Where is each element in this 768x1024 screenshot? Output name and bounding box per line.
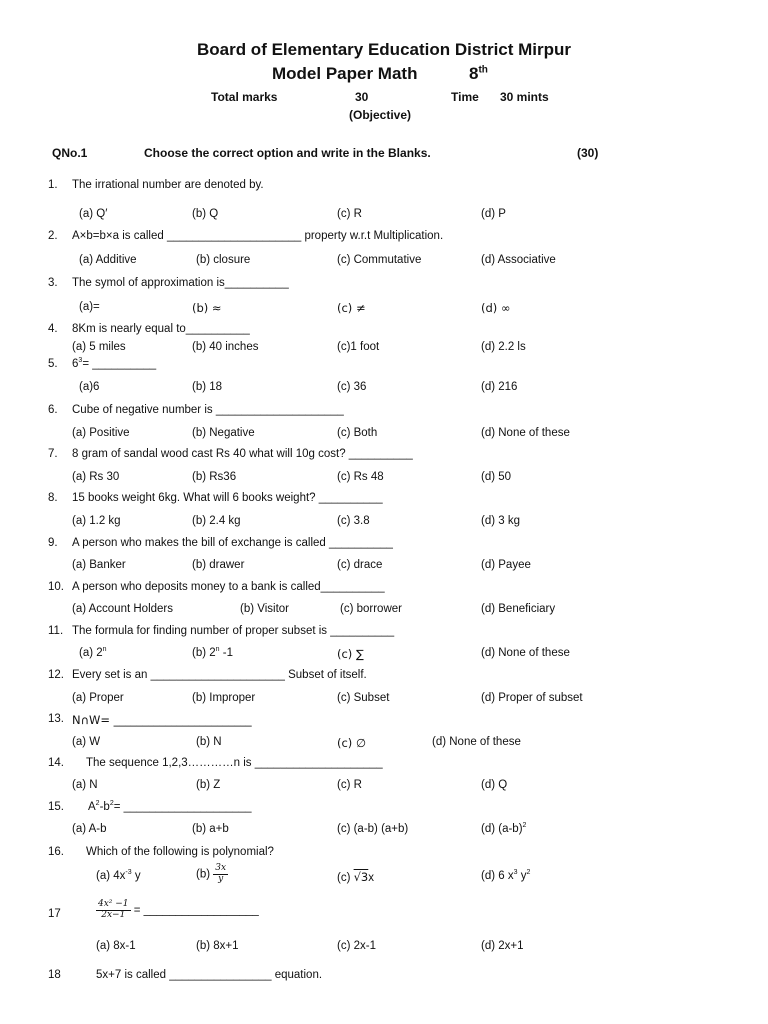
option-c: (c) borrower — [340, 603, 402, 615]
option-b: (b) 2$^n$ -1 — [192, 646, 233, 659]
option-b: (b) a+b — [192, 823, 229, 835]
option-d: (d) ∞ — [481, 301, 511, 315]
option-d: (d) Beneficiary — [481, 603, 556, 615]
option-b: (b) Negative — [192, 427, 255, 439]
total-marks-value: 30 — [355, 90, 369, 104]
option-a: (a) Additive — [79, 254, 137, 266]
option-c: (c) Rs 48 — [337, 471, 384, 483]
question-text: $\frac{\text{4x² −1}}{2x-1}$ = __________________ — [98, 899, 259, 920]
option-d: (d) P — [481, 208, 506, 220]
question-number: 12. — [48, 669, 64, 681]
option-c: (c)1 foot — [337, 341, 380, 353]
option-a: (a) Positive — [72, 427, 130, 439]
option-a: (a) Q′ — [79, 208, 108, 220]
question-number: 2. — [48, 230, 58, 242]
option-a: (a) 1.2 kg — [72, 515, 121, 527]
question-number: 17 — [48, 908, 61, 920]
option-c: (c) 2x-1 — [337, 940, 376, 952]
question-text: N∩W= ________________________ — [72, 713, 252, 727]
option-b: (b) Visitor — [240, 603, 289, 615]
question-text: Which of the following is polynomial? — [86, 846, 274, 858]
option-c: (c) R — [337, 779, 362, 791]
question-number: 5. — [48, 358, 58, 370]
question-text: The symol of approximation is__________ — [72, 277, 289, 289]
option-c: (c) drace — [337, 559, 383, 571]
question-number: QNo.1 — [52, 146, 88, 160]
option-a: (a) W — [72, 736, 101, 748]
question-text: Every set is an _____________________ Subset of itself. — [72, 669, 367, 681]
question-number: 9. — [48, 537, 58, 549]
question-text: A person who makes the bill of exchange is called __________ — [72, 537, 393, 549]
option-d: (d) Associative — [481, 254, 556, 266]
question-number: 4. — [48, 323, 58, 335]
option-a: (a) 5 miles — [72, 341, 126, 353]
option-b: (b) drawer — [192, 559, 245, 571]
question-number: 11. — [48, 625, 64, 637]
option-a: (a)6 — [79, 381, 100, 393]
option-c: (c) ∑ — [337, 647, 364, 661]
question-text: The formula for finding number of proper subset is __________ — [72, 625, 395, 637]
option-b: (b) Z — [196, 779, 221, 791]
question-number: 10. — [48, 581, 64, 593]
option-d: (d) Payee — [481, 559, 531, 571]
option-b: (b) $\frac{3x}{y}$ — [196, 863, 227, 884]
option-d: (d) None of these — [481, 647, 570, 659]
option-c: (c) ∅ — [337, 736, 366, 750]
option-c: (c) 36 — [337, 381, 367, 393]
option-c: (c) (a-b) (a+b) — [337, 823, 409, 835]
option-d: (d) 216 — [481, 381, 518, 393]
grade-label: 8th — [469, 64, 488, 83]
question-number: 18 — [48, 969, 61, 981]
option-a: (a) N — [72, 779, 98, 791]
option-c: (c) 3.8 — [337, 515, 370, 527]
question-text: The irrational number are denoted by. — [72, 179, 264, 191]
option-a: (a) 2$^n$ — [79, 646, 107, 659]
time-value: 30 mints — [500, 90, 549, 104]
question-marks: (30) — [577, 146, 599, 160]
paper-title: Model Paper Math — [272, 64, 418, 83]
option-b: (b) closure — [196, 254, 251, 266]
option-b: (b) N — [196, 736, 222, 748]
section-label: (Objective) — [349, 108, 412, 122]
option-d: (d) 6 $x^3$ $y^2$ — [481, 869, 531, 882]
option-d: (d) 3 kg — [481, 515, 520, 527]
option-a: (a) 8x-1 — [96, 940, 136, 952]
question-text: 5x+7 is called ________________ equation. — [96, 969, 323, 981]
option-c: (c) Commutative — [337, 254, 422, 266]
question-text: $6^3=$ __________ — [72, 357, 157, 370]
question-number: 8. — [48, 492, 58, 504]
option-a: (a) $4x^{-3}$ y — [96, 869, 141, 882]
option-d: (d) $(a-b)^2$ — [481, 822, 527, 835]
option-b: (b) Improper — [192, 692, 256, 704]
option-b: (b) 18 — [192, 381, 223, 393]
option-c: (c) Subset — [337, 692, 390, 704]
question-text: The sequence 1,2,3…………n is ____________________ — [86, 757, 383, 769]
question-number: 6. — [48, 404, 58, 416]
question-number: 14. — [48, 757, 64, 769]
question-text: Cube of negative number is ____________________ — [72, 404, 344, 416]
question-text: 15 books weight 6kg. What will 6 books weight? __________ — [72, 492, 383, 504]
option-d: (d) 2.2 ls — [481, 341, 526, 353]
option-d: (d) 50 — [481, 471, 512, 483]
option-b: (b) 2.4 kg — [192, 515, 241, 527]
option-b: (b) Rs36 — [192, 471, 237, 483]
option-d: (d) Q — [481, 779, 508, 791]
total-marks-label: Total marks — [211, 90, 278, 104]
option-c: (c) Both — [337, 427, 378, 439]
option-c: (c) ≠ — [337, 301, 366, 315]
question-text: 8 gram of sandal wood cast Rs 40 what will 10g cost? __________ — [72, 448, 413, 460]
option-a: (a) A-b — [72, 823, 107, 835]
question-number: 3. — [48, 277, 58, 289]
option-c: (c) √3x — [337, 870, 375, 884]
option-a: (a) Banker — [72, 559, 126, 571]
option-a: (a)= — [79, 301, 100, 313]
question-text: A person who deposits money to a bank is called__________ — [72, 581, 385, 593]
option-b: (b) Q — [192, 208, 219, 220]
instruction: Choose the correct option and write in the Blanks. — [144, 146, 431, 160]
option-d: (d) 2x+1 — [481, 940, 524, 952]
question-number: 16. — [48, 846, 64, 858]
question-number: 1. — [48, 179, 58, 191]
option-a: (a) Account Holders — [72, 603, 173, 615]
question-text: A×b=b×a is called _____________________ property w.r.t Multiplication. — [72, 230, 444, 242]
option-a: (a) Rs 30 — [72, 471, 120, 483]
option-d: (d) None of these — [432, 736, 521, 748]
option-b: (b) 40 inches — [192, 341, 259, 353]
option-a: (a) Proper — [72, 692, 124, 704]
board-title: Board of Elementary Education District Mirpur — [196, 40, 572, 59]
question-number: 7. — [48, 448, 58, 460]
question-number: 15. — [48, 801, 64, 813]
option-b: (b) 8x+1 — [196, 940, 239, 952]
question-text: 8Km is nearly equal to__________ — [72, 323, 250, 335]
time-label: Time — [451, 90, 479, 104]
option-c: (c) R — [337, 208, 362, 220]
option-d: (d) None of these — [481, 427, 570, 439]
question-text: $A^2-b^2=$ ____________________ — [88, 800, 252, 813]
option-b: (b) ≈ — [192, 301, 222, 315]
option-d: (d) Proper of subset — [481, 692, 583, 704]
question-number: 13. — [48, 713, 64, 725]
